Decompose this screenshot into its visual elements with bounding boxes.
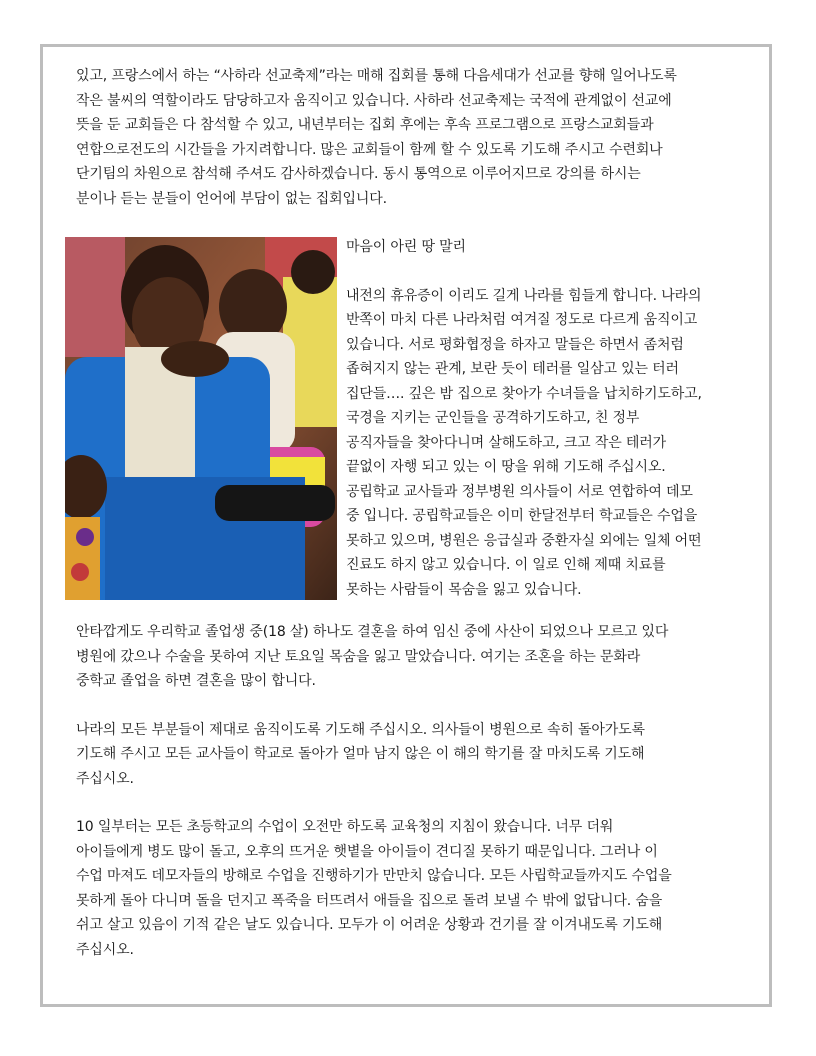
text-line: 주십시오. [76,770,134,787]
text-line: 분이나 듣는 분들이 언어에 부담이 없는 집회입니다. [76,190,387,207]
text-line: 나라의 모든 부분들이 제대로 움직이도록 기도해 주십시오. 의사들이 병원으로 속히 돌아가도록 [76,721,645,738]
page-frame [40,44,772,1007]
section-heading: 마음이 아린 땅 말리 [346,239,466,255]
text-line: 있습니다. 서로 평화협정을 하자고 말들은 하면서 좀처럼 [346,336,684,353]
text-line: 있고, 프랑스에서 하는 “사하라 선교축제”라는 매해 집회를 통해 다음세대가 선교를 향해 일어나도록 [76,68,677,84]
text-line: 아이들에게 병도 많이 돌고, 오후의 뜨거운 햇볕을 아이들이 견디질 못하기 때문입니다. 그러나 이 [76,843,658,860]
text-line: 안타깝게도 우리학교 졸업생 중(18 살) 하나도 결혼을 하여 임신 중에 사산이 되었으나 모르고 있다 [76,624,669,640]
text-line: 쉬고 살고 있음이 기적 같은 날도 있습니다. 모두가 이 어려운 상황과 건기를 잘 이겨내도록 기도해 [76,917,663,933]
text-line: 반쪽이 마치 다른 나라처럼 여겨질 정도로 다르게 움직이고 [346,312,698,328]
text-line: 국경을 지키는 군인들을 공격하기도하고, 친 정부 [346,410,640,426]
text-line: 작은 불씨의 역할이라도 담당하고자 움직이고 있습니다. 사하라 선교축제는 국적에 관계없이 선교에 [76,92,672,109]
text-line: 공립학교 교사들과 정부병원 의사들이 서로 연합하여 데모 [346,483,693,500]
text-line: 연합으로전도의 시간들을 가지려합니다. 많은 교회들이 함께 할 수 있도록 기도해 주시고 수련회나 [76,141,663,158]
text-line: 진료도 하지 않고 있습니다. 이 일로 인해 제때 치료를 [346,557,666,573]
text-line: 집단들…. 깊은 밤 집으로 찾아가 수녀들을 납치하기도하고, [346,385,702,402]
praying-girls-photo [65,237,337,600]
prayer-paragraph [76,718,746,792]
intro-paragraph [76,64,746,211]
text-line: 수업 마져도 데모자들의 방해로 수업을 진행하기가 만만치 않습니다. 모든 사립학교들까지도 수업을 [76,868,672,884]
text-line: 내전의 휴유증이 이리도 길게 나라를 힘들게 합니다. 나라의 [346,287,702,304]
letter-body [76,64,746,986]
text-line: 못하고 있으며, 병원은 응급실과 중환자실 외에는 일체 어떤 [346,532,702,549]
text-line: 기도해 주시고 모든 교사들이 학교로 돌아가 얼마 남지 않은 이 해의 학기를 잘 마치도록 기도해 [76,746,645,762]
text-line: 중학교 졸업을 하면 결혼을 많이 합니다. [76,673,316,689]
text-line: 10 일부터는 모든 초등학교의 수업이 오전만 하도록 교육청의 지침이 왔습니다. 너무 더워 [76,819,614,835]
graduate-paragraph [76,620,746,694]
text-line: 주십시오. [76,941,134,958]
schools-paragraph [76,815,746,962]
mali-text [346,235,746,602]
text-line: 공직자들을 찾아다니며 살해도하고, 크고 작은 테러가 [346,434,667,451]
text-line: 못하는 사람들이 목숨을 잃고 있습니다. [346,581,582,598]
text-line: 단기팀의 차원으로 참석해 주셔도 감사하겠습니다. 동시 통역으로 이루어지므로 강의를 하시는 [76,166,641,182]
text-line: 못하게 돌아 다니며 돌을 던지고 폭죽을 터뜨려서 애들을 집으로 돌려 보낼 수 밖에 없답니다. 숨을 [76,892,663,909]
text-line: 뜻을 둔 교회들은 다 참석할 수 있고, 내년부터는 집회 후에는 후속 프로그램으로 프랑스교회들과 [76,117,654,133]
text-line: 좁혀지지 않는 관계, 보란 듯이 테러를 일삼고 있는 터러 [346,361,679,377]
text-line: 끝없이 자행 되고 있는 이 땅을 위해 기도해 주십시오. [346,459,666,475]
text-line: 중 입니다. 공립학교들은 이미 한달전부터 학교들은 수업을 [346,508,698,524]
mali-section [76,235,746,600]
text-line: 병원에 갔으나 수술을 못하여 지난 토요일 목숨을 잃고 말았습니다. 여기는 조혼을 하는 문화라 [76,648,641,665]
